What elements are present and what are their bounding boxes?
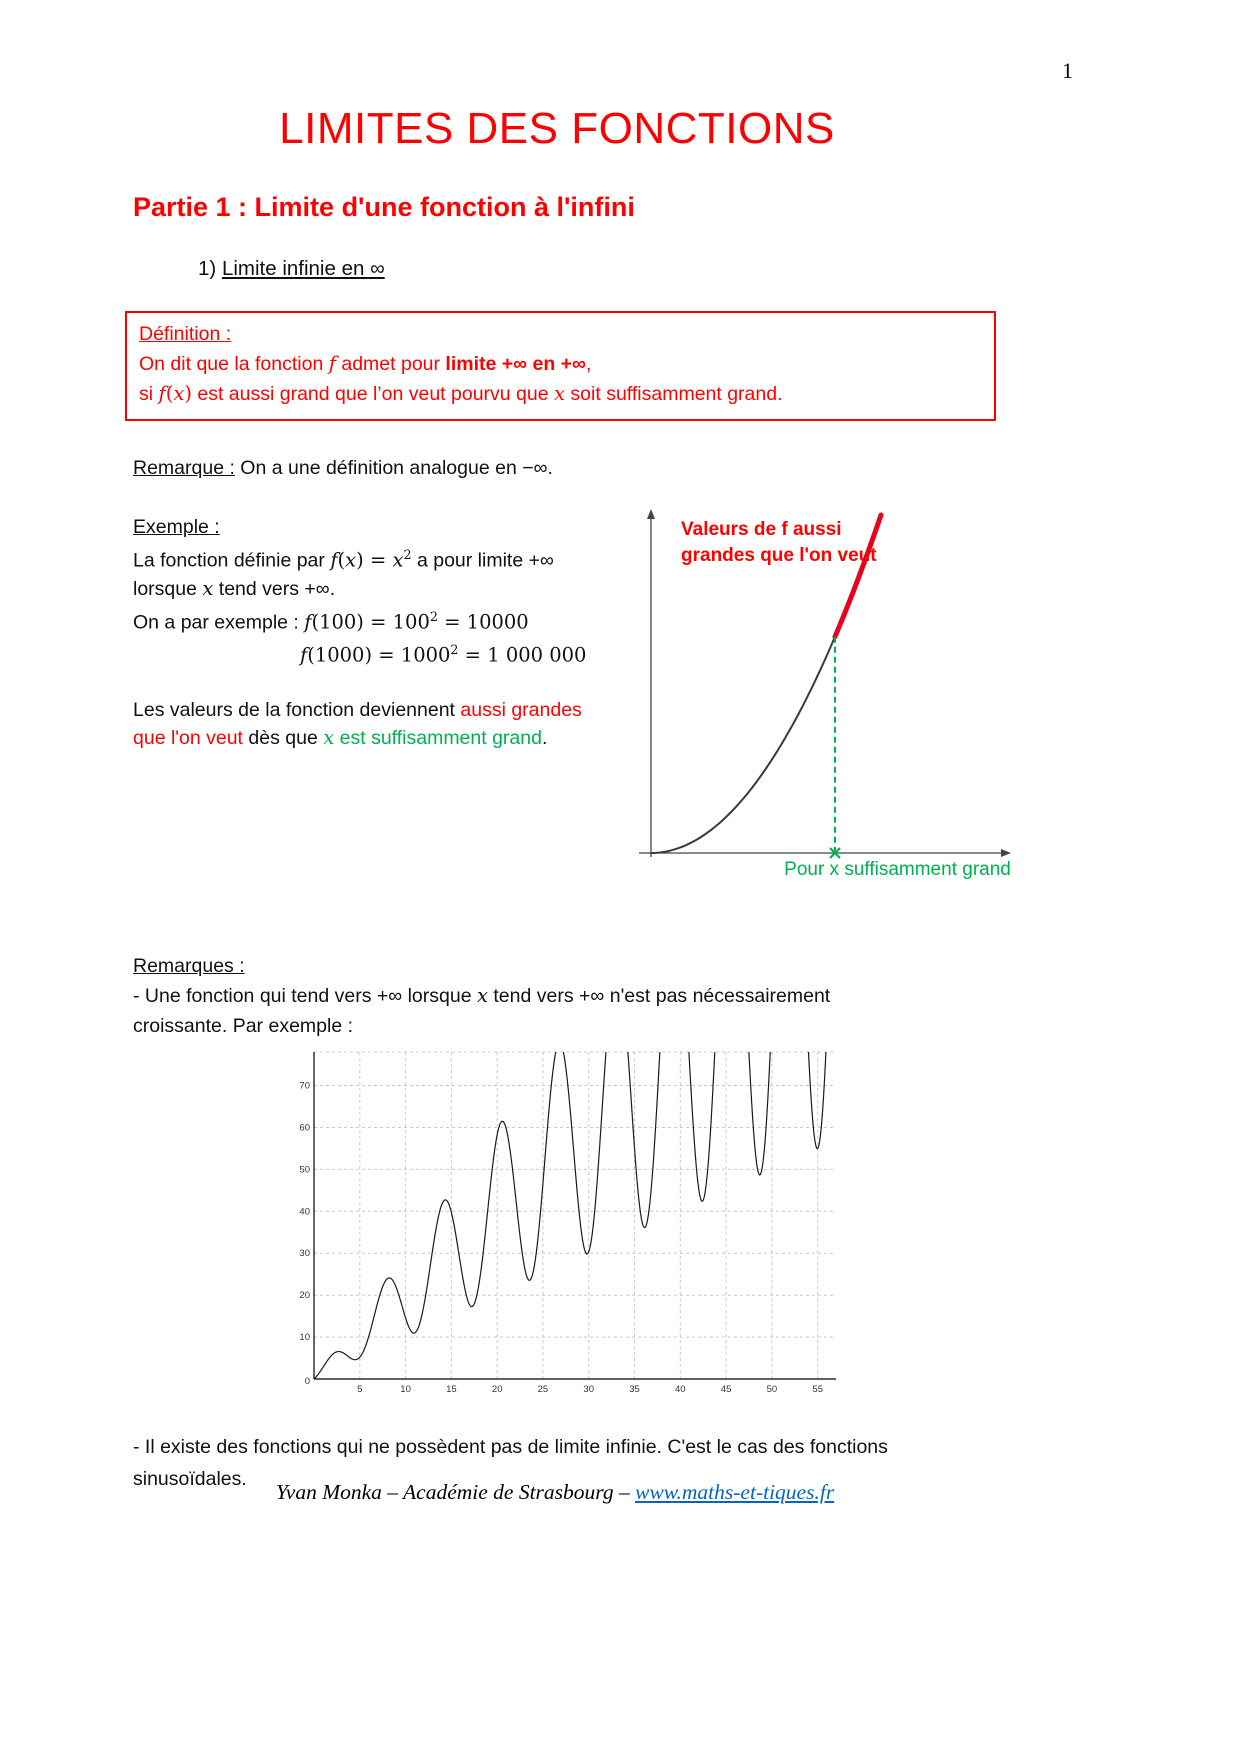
example-line-3: On a par exemple : $f(100) = 100^2 = 10000$ xyxy=(133,608,529,633)
svg-text:30: 30 xyxy=(583,1384,594,1395)
example-line-5: Les valeurs de la fonction deviennent aussi grandes xyxy=(133,698,582,721)
svg-text:35: 35 xyxy=(629,1384,640,1395)
svg-text:70: 70 xyxy=(299,1080,310,1092)
svg-text:25: 25 xyxy=(537,1384,549,1395)
svg-text:50: 50 xyxy=(766,1384,778,1395)
remarks-label: Remarques : xyxy=(133,955,245,977)
svg-text:15: 15 xyxy=(446,1384,457,1395)
remark-paragraph: Remarque : On a une définition analogue en −∞. xyxy=(133,457,553,479)
footer xyxy=(0,1480,1110,1505)
content xyxy=(0,192,1240,1495)
svg-text:0: 0 xyxy=(304,1376,310,1387)
part1-heading: Partie 1 : Limite d'une fonction à l'infini xyxy=(133,192,635,222)
example-line-1: La fonction définie par $f(x) = x^2$ a pour limite +∞ xyxy=(133,547,554,572)
svg-text:55: 55 xyxy=(812,1384,823,1395)
oscillating-graph xyxy=(298,1045,843,1397)
remarks-line-1: - Une fonction qui tend vers +∞ lorsque x tend vers +∞ n'est pas nécessairement xyxy=(133,984,831,1007)
section1-heading: 1) Limite infinie en ∞ xyxy=(198,257,385,280)
svg-text:5: 5 xyxy=(357,1384,363,1395)
definition-line1: On dit que la fonction f admet pour limite +∞ en +∞, xyxy=(139,352,592,375)
svg-text:20: 20 xyxy=(491,1384,503,1395)
example-line-6: que l'on veut dès que x est suffisamment grand. xyxy=(133,725,548,749)
parabola-graph xyxy=(635,507,1027,927)
definition-line2: si f(x) est aussi grand que l’on veut pourvu que x soit suffisamment grand. xyxy=(139,382,783,405)
example-line-2: lorsque x tend vers +∞. xyxy=(133,576,336,600)
svg-text:10: 10 xyxy=(400,1384,411,1395)
remarks-line-2: croissante. Par exemple : xyxy=(133,1015,354,1037)
svg-text:30: 30 xyxy=(299,1248,310,1260)
svg-text:40: 40 xyxy=(675,1384,686,1395)
graph1-values-label xyxy=(681,517,877,569)
graph1-xaxis-label: Pour x suffisamment grand xyxy=(784,859,1011,880)
oscillating-graph-svg xyxy=(298,1045,843,1397)
definition-label: Définition : xyxy=(139,323,232,345)
closing-line-1: - Il existe des fonctions qui ne possèdent pas de limite infinie. C'est le cas des fonctions xyxy=(133,1436,888,1458)
svg-text:40: 40 xyxy=(299,1206,310,1218)
document-title: LIMITES DES FONCTIONS xyxy=(279,104,835,153)
svg-text:10: 10 xyxy=(299,1332,310,1344)
example-label: Exemple : xyxy=(133,516,220,538)
closing-line-2: sinusoïdales. xyxy=(133,1468,247,1490)
example-line-4: $f(1000) = 1000^2 = 1$ 000 000 xyxy=(300,642,587,667)
svg-text:20: 20 xyxy=(299,1290,310,1302)
svg-text:60: 60 xyxy=(299,1122,310,1134)
graph1-values-label-line1: Valeurs de f aussi xyxy=(681,519,842,540)
graph1-values-label-line2: grandes que l'on veut xyxy=(681,545,877,566)
svg-text:50: 50 xyxy=(299,1164,310,1176)
footer-link[interactable]: www.maths-et-tiques.fr xyxy=(635,1480,835,1504)
svg-text:45: 45 xyxy=(720,1384,732,1395)
footer-author: Yvan Monka – Académie de Strasbourg – xyxy=(275,1480,636,1504)
example-section xyxy=(133,513,1110,951)
title-wrap xyxy=(0,0,1114,154)
definition-box xyxy=(125,311,996,421)
page-number: 1 xyxy=(1062,58,1073,83)
